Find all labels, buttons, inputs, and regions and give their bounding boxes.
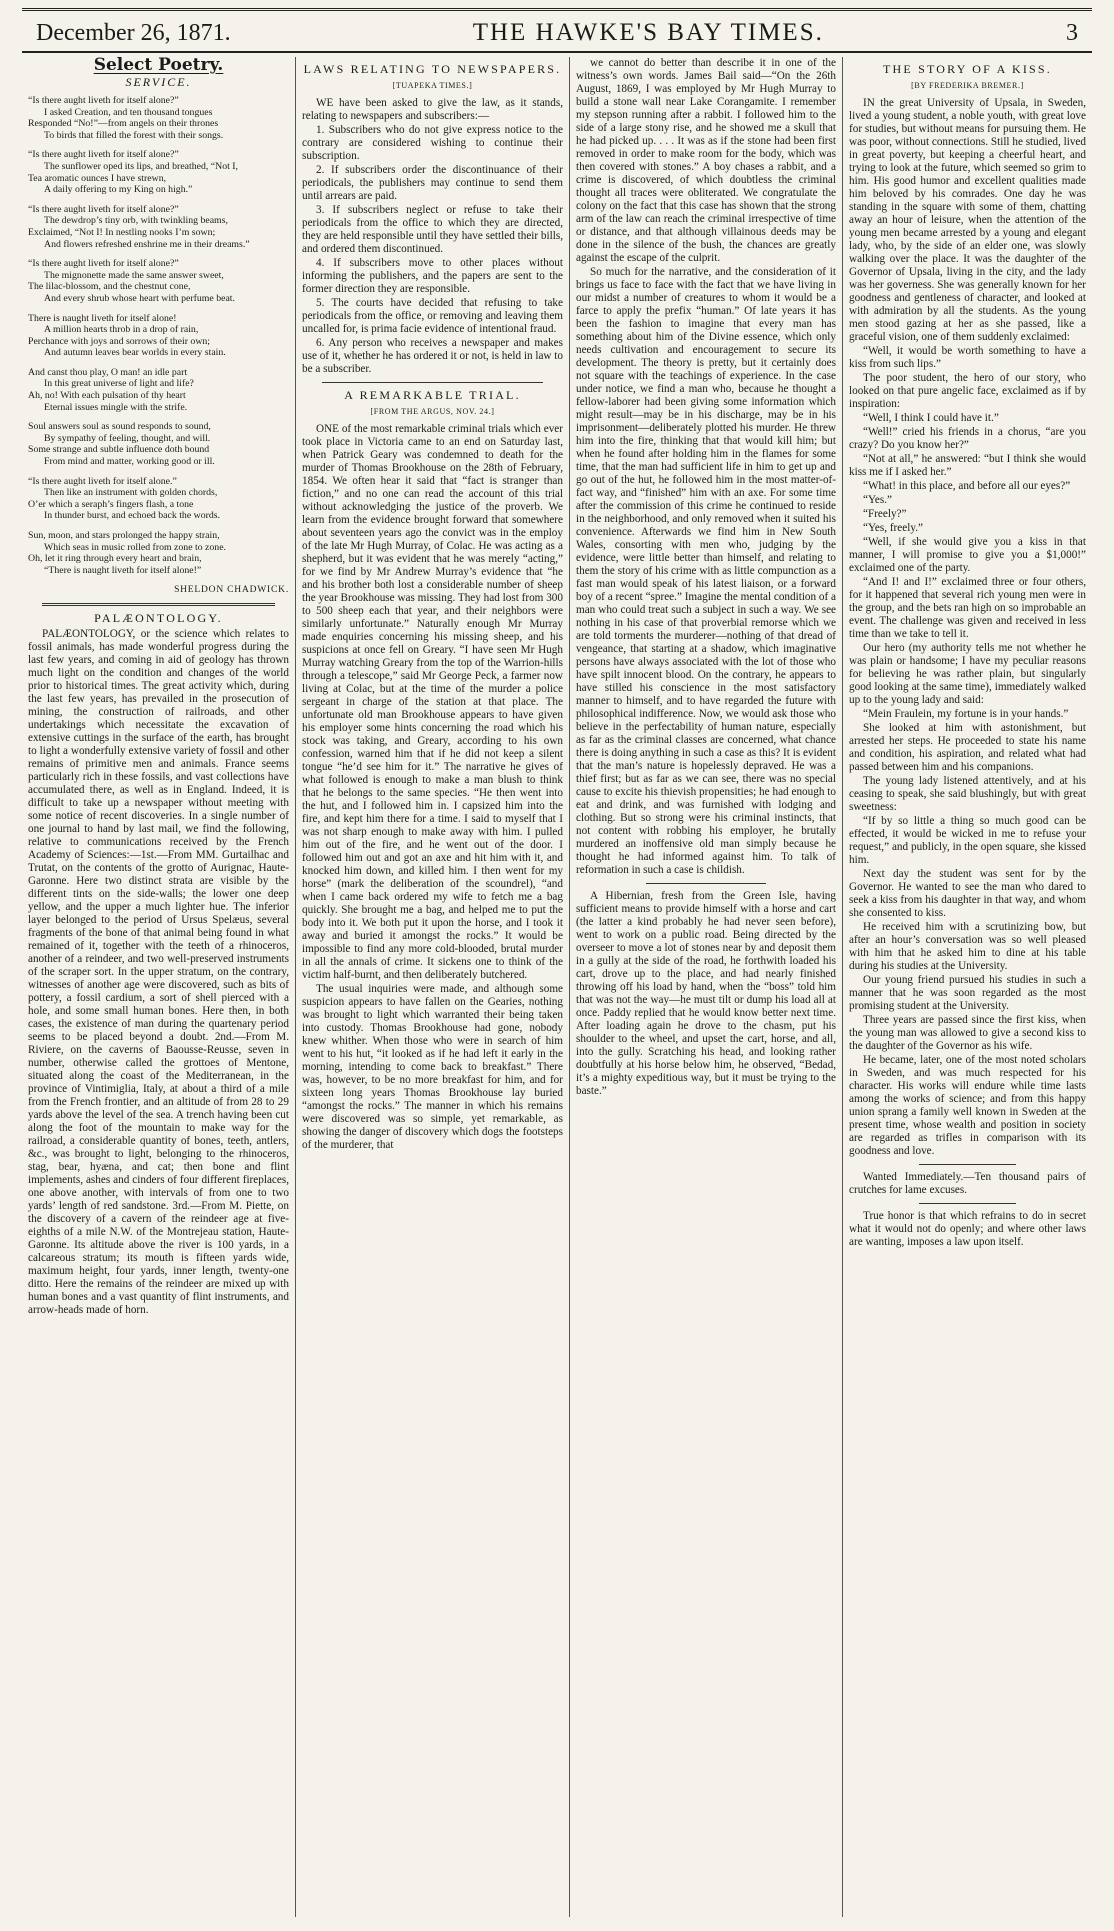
section-divider bbox=[42, 603, 275, 606]
article-paragraph: He became, later, one of the most noted scholars in Sweden, and was much respected for his character. His works will endure while time lasts among the works of science; and from this happy union sprang a family well known in Sweden at the present time, whose wealth and position in society are regarded as trifles in comparison with its goodness and love. bbox=[849, 1054, 1086, 1157]
article-paragraph: “Yes, freely.” bbox=[863, 522, 923, 534]
true-honor-paragraph: True honor is that which refrains to do in secret what it would not do openly; and where other laws are wanting, imposes a law upon itself. bbox=[849, 1210, 1086, 1248]
poem-stanza bbox=[28, 95, 289, 141]
article-paragraph: we cannot do better than describe it in one of the witness’s own words. James Bail said—“On the 26th August, 1869, I was employed by Mr Hugh Murray to build a stone wall near Lake Corangamite. I remember my stepson running after a rabbit. I followed him to the side of a large stony rise, and he showed me a skull that he had picked up. . . . It was as if the stone had been first removed in order to make room for the body, which was then covered with stones.” A boy chases a rabbit, and a crime is discovered, of which doubtless the criminal thought all traces were obliterated. We congratulate the colony on the fact that this case has shown that the strong arm of the law can reach the criminal irrespective of time or distance, and that although villainous deeds may be done in the silence of the bush, the chances are greatly against the escape of the culprit. bbox=[576, 57, 836, 264]
poem-line: There is naught liveth for itself alone! bbox=[28, 312, 177, 324]
poem-line: And canst thou play, O man! an idle part bbox=[28, 366, 188, 378]
poem-stanza bbox=[28, 149, 289, 195]
poem-line: I asked Creation, and ten thousand tongues bbox=[44, 106, 213, 118]
poem-line: The lilac-blossom, and the chestnut cone, bbox=[28, 281, 191, 293]
poem-stanza bbox=[28, 530, 289, 576]
kiss-source: [BY FREDERIKA BREMER.] bbox=[911, 81, 1024, 90]
poem-line: A million hearts throb in a drop of rain, bbox=[44, 324, 199, 336]
poem-line: Exclaimed, “Not I! In nestling nooks I’m sown; bbox=[28, 226, 216, 238]
poem-stanza bbox=[28, 367, 289, 413]
kiss-article bbox=[849, 97, 1086, 1158]
palaeontology-heading: PALÆONTOLOGY. bbox=[94, 611, 223, 626]
trial-heading: A REMARKABLE TRIAL. bbox=[344, 388, 521, 402]
article-paragraph: “Well!” cried his friends in a chorus, “are you crazy? Do you know her?” bbox=[849, 426, 1086, 451]
poem-line: “Is there aught liveth for itself alone.” bbox=[28, 475, 177, 487]
trial-source: [FROM THE ARGUS, NOV. 24.] bbox=[370, 407, 495, 416]
laws-source: [TUAPEKA TIMES.] bbox=[392, 81, 473, 90]
poem-stanza bbox=[28, 258, 289, 304]
article-paragraph: “And I! and I!” exclaimed three or four others, for it happened that several rich young men were in the group, and the bets ran high on so improbable an event. The challenge was given and received in less time than we take to tell it. bbox=[849, 576, 1086, 640]
column-3 bbox=[569, 57, 842, 1917]
article-paragraph: “Yes.” bbox=[863, 494, 893, 506]
top-rule bbox=[22, 8, 1092, 11]
article-paragraph: 6. Any person who receives a newspaper and makes use of it, whether he has ordered it or not, is held in law to be a subscriber. bbox=[302, 337, 563, 375]
article-paragraph: WE have been asked to give the law, as it stands, relating to newspapers and subscribers:— bbox=[302, 97, 563, 122]
poem-line: Perchance with joys and sorrows of their own; bbox=[28, 335, 211, 347]
page-number: 3 bbox=[1065, 20, 1078, 46]
article-paragraph: “Well, if she would give you a kiss in that manner, I will promise to give you a $1,000!” exclaimed one of the party. bbox=[849, 536, 1086, 574]
article-paragraph: 2. If subscribers order the discontinuance of their periodicals, the publishers may continue to send them until arrears are paid. bbox=[302, 164, 563, 202]
poem-line: “Is there aught liveth for itself alone?” bbox=[28, 258, 179, 270]
trial-article-part-2 bbox=[576, 57, 836, 877]
article-paragraph: Next day the student was sent for by the Governor. He wanted to see the man who dared to seek a kiss from his daughter in that way, and whom she consented to kiss. bbox=[849, 868, 1086, 919]
section-divider bbox=[919, 1164, 1016, 1165]
article-paragraph: “Well, it would be worth something to have a kiss from such lips.” bbox=[849, 345, 1086, 370]
poem-line: “Is there aught liveth for itself alone?” bbox=[28, 95, 179, 106]
masthead-rule bbox=[22, 51, 1092, 53]
poem-line: A daily offering to my King on high.” bbox=[44, 184, 193, 196]
poem-line: From mind and matter, working good or ill. bbox=[44, 456, 215, 468]
columns bbox=[22, 57, 1092, 1917]
section-divider bbox=[322, 382, 543, 383]
poem-author: SHELDON CHADWICK. bbox=[174, 585, 289, 596]
article-paragraph: “Well, I think I could have it.” bbox=[863, 412, 999, 424]
poem-line: Oh, let it ring through every heart and brain, bbox=[28, 553, 202, 565]
poem-line: “Is there aught liveth for itself alone?” bbox=[28, 203, 179, 215]
article-paragraph: So much for the narrative, and the consideration of it brings us face to face with the fact that we have living in our midst a number of creatures to whom it would be a farce to apply the prefix “human.” Of late years it has been the fashion to imagine that every man has something about him of the Divine essence, which only needs cultivation and encouragement to secure its development. The theory is pretty, but it certainly does not square with the teachings of experience. In the case under notice, we find a man who, because he thought a fellow-laborer had been giving some information which might result—may be in his discharge, may be in his imprisonment—deliberately plotted his murder. He threw him into the fire, thinking that that would kill him; but when he found after holding him in the flames for some time, that the man had sufficient life in him to get up and go out of the hut, he followed him in the most matter-of-fact way, and “finished” him with an axe. For some time after the commission of this crime he continued to reside in the neighborhood, and only removed when it suited his convenience. Afterwards we find him in New South Wales, consorting with men who, judging by the evidence, were little better than himself, and relating to them the story of his crime with as little compunction as a fast man would speak of his latest liaison, or a forward boy of a recent “spree.” Imagine the mental condition of a man who could treat such a subject in such a way. We see nothing in his case of that proverbial remorse which we are told torments the murderer—nothing of that dread of vengeance, that starting at a shadow, which imaginative persons have always associated with the lot of those who have spilt innocent blood. On the contrary, he appears to have stilled his conscience in the most satisfactory manner to himself, and to have regarded the future with philosophical indifference. Now, we would ask those who believe in the perfectability of human nature, especially as far as the criminal classes are concerned, what chance there is doing anything in such a case as this? It is evident that the man’s nature is hopelessly depraved. He was a thief first; but as far as we can see, there was no special cause to excite his thievish propensities; he had enough to eat and drink, and was furnished with lodging and clothing. But so strong were his criminal instincts, that not content with robbing his employer, he brutally murdered an inoffensive old man simply because he thought he had informed against him. To talk of reformation in such a case is childish. bbox=[576, 266, 837, 876]
poem-line: O’er which a seraph’s fingers flash, a tone bbox=[28, 498, 194, 510]
trial-article-part-1 bbox=[302, 423, 563, 1152]
hibernian-article bbox=[576, 890, 836, 1098]
article-paragraph: The young lady listened attentively, and at his ceasing to speak, she said blushingly, but with great sweetness: bbox=[849, 775, 1086, 813]
article-paragraph: IN the great University of Upsala, in Sweden, lived a young student, a noble youth, with great love for studies, but without means for pursuing them. He was poor, without connections. Still he studied, lived in great poverty, but keeping a cheerful heart, and trying to look at the future, which seemed so grim to him. His good humor and excellent qualities made him beloved by his comrades. One day he was standing in the square with some of them, chatting away an hour of leisure, when the attention of the young men became arrested by a young and elegant lady, who, by the side of an elder one, was slowly walking over the place. It was the daughter of the Governor of Upsala, living in the city, and the lady was her governess. She was generally known for her goodness and gentleness of character, and looked at with admiration by all the students. As the young men stood gazing at her as she passed, like a graceful vision, one of them suddenly exclaimed: bbox=[849, 97, 1086, 343]
article-paragraph: Our young friend pursued his studies in such a manner that he was soon regarded as the most promising student at the University. bbox=[849, 974, 1086, 1012]
paper-name: THE HAWKE'S BAY TIMES. bbox=[472, 19, 824, 46]
poetry-section-heading: Select Poetry. bbox=[93, 57, 224, 75]
article-paragraph: “Mein Fraulein, my fortune is in your hands.” bbox=[863, 708, 1069, 720]
poem-line: And flowers refreshed enshrine me in their dreams.” bbox=[44, 238, 250, 250]
wanted-paragraph: Wanted Immediately.—Ten thousand pairs of crutches for lame excuses. bbox=[849, 1171, 1086, 1196]
article-paragraph: “What! in this place, and before all our eyes?” bbox=[863, 480, 1071, 492]
article-paragraph: 1. Subscribers who do not give express notice to the contrary are considered wishing to continue their subscription. bbox=[302, 124, 563, 162]
poem-stanza bbox=[28, 313, 289, 359]
poem-line: Some strange and subtle influence doth bound bbox=[28, 444, 210, 456]
poem-line: Eternal issues mingle with the strife. bbox=[44, 401, 188, 413]
article-paragraph: He received him with a scrutinizing bow, but after an hour’s conversation was so well pleased with him that he asked him to dine at his table during his studies at the University. bbox=[849, 921, 1086, 972]
poem-line: “Is there aught liveth for itself alone?” bbox=[28, 149, 179, 161]
article-paragraph: 4. If subscribers move to other places without informing the publishers, and the papers are sent to the former direction they are responsible. bbox=[302, 257, 563, 295]
section-divider bbox=[919, 1203, 1016, 1204]
article-paragraph: Three years are passed since the first kiss, when the young man was allowed to give a second kiss to the daughter of the Governor as his wife. bbox=[849, 1014, 1086, 1052]
article-paragraph: The usual inquiries were made, and although some suspicion appears to have fallen on the Gearies, nothing was brought to light which warranted their being taken into custody. Thomas Brookhouse had gone, nobody knew whither. When those who were in search of him went to his hut, “it looked as if he had left it early in the morning, intending to come back to breakfast.” There was, however, to be no more breakfast for him, and for sixteen long years Thomas Brookhouse lay buried “amongst the rocks.” The manner in which his remains were discovered was so simple, yet remarkable, as showing the danger of discovery which dogs the footsteps of the murderer, that bbox=[302, 983, 563, 1151]
article-paragraph: “If by so little a thing so much good can be effected, it would be wicked in me to refuse your request,” and publicly, in the open square, she kissed him. bbox=[849, 815, 1086, 866]
article-paragraph: ONE of the most remarkable criminal trials which ever took place in Victoria came to an end on Saturday last, when Patrick Geary was condemned to death for the murder of Thomas Brookhouse on the 28th of February, 1854. We often hear it said that “fact is stranger than fiction,” and no one can read the account of this trial without acknowledging the justice of the proverb. We learn from the evidence brought forward that somewhere about seventeen years ago the convict was in the employ of the late Mr Hugh Murray, of Colac. He was acting as a shepherd, but it was evident that he was merely “acting,” for we find by Mr Andrew Murray’s evidence that “he and his brother both lost a considerable number of sheep the year Brookhouse was missing. They had lost from 300 to 500 sheep each that year, and their neighbors were similarly unfortunate.” Naturally enough Mr Murray made enquiries concerning his missing sheep, and his suspicions at once fell on Greary. “I have seen Mr Hugh Murray watching Greary from the top of the Warrion-hills through a telescope,” said Mr George Peck, a farmer now living at Colac, but at the time of the murder a police sergeant in charge of the station at that place. The unfortunate old man Brookhouse appears to have given his employer some hints concerning the road which his stock was taking, and Greary, according to his own confession, warned him that if he did not keep a silent tongue “he’d see him for it.” The narrative he gives of what followed is enough to make a man blush to think that he belongs to the same species. “He then went into the hut, and I followed him in. I capsized him into the fire, and kept him there for a time. I said to myself that I was not sharp enough to make away with him. I pulled him out of the fire, and he went out of the door. I followed him out and got an axe and hit him with it, and knocked him down, and killed him. I then went for my horse” (mark the deliberation of the scoundrel), “and when I came back ordered my wife to fetch me a bag quickly. She brought me a bag, and helped me to put the body into it. We both put it upon the horse, and I took it away and buried it amongst the rocks.” It would be impossible to find any more cold-blooded, brutal murder in all the annals of crime. It sickens one to think of the victim half-burnt, and then deliberately butchered. bbox=[302, 423, 563, 981]
poem-line: Responded “No!”—from angels on their thrones bbox=[28, 118, 219, 130]
poem-line: Tea aromatic ounces I have strewn, bbox=[28, 172, 167, 184]
article-paragraph: She looked at him with astonishment, but arrested her steps. He proceeded to state his name and condition, his aspiration, and related what had passed between him and his companions. bbox=[849, 722, 1086, 773]
column-2 bbox=[295, 57, 569, 1917]
poem-stanza bbox=[28, 204, 289, 250]
article-paragraph: Our hero (my authority tells me not whether he was plain or handsome; I have my peculiar reasons for believing he was rather plain, but singularly good looking at the same time), immediately walked up to the young lady and said: bbox=[849, 642, 1086, 706]
article-paragraph: “Not at all,” he answered: “but I think she would kiss me if I asked her.” bbox=[849, 453, 1086, 478]
masthead bbox=[22, 15, 1092, 49]
article-paragraph: 5. The courts have decided that refusing to take periodicals from the office, or removing and leaving them uncalled for, is prima facie evidence of intentional fraud. bbox=[302, 297, 563, 335]
kiss-heading: THE STORY OF A KISS. bbox=[882, 62, 1053, 76]
column-1 bbox=[22, 57, 295, 1917]
poem-line: And autumn leaves bear worlds in every stain. bbox=[44, 347, 226, 359]
article-paragraph: The poor student, the hero of our story, who looked on that pure angelic face, exclaimed as if by inspiration: bbox=[849, 372, 1086, 410]
poem-line: By sympathy of feeling, thought, and will. bbox=[44, 432, 211, 444]
laws-article bbox=[302, 97, 563, 376]
section-divider bbox=[646, 883, 766, 884]
issue-date: December 26, 1871. bbox=[36, 20, 231, 46]
article-paragraph: PALÆONTOLOGY, or the science which relates to fossil animals, has made wonderful progress during the last few years, and coming in aid of geology has thrown much light on the condition and changes of the world prior to historical times. The great activity which, during the last few years, has prevailed in the prosecution of mining, the construction of railroads, and other undertakings which necessitate the excavation of extensive cuttings in the surface of the earth, has brought to light a wonderfully extensive variety of fossil and other remains of primitive men and animals. France seems particularly rich in these fossils, and vast collections have accumulated there, as well as in England. Indeed, it is difficult to take up a newspaper without meeting with some notice of recent discoveries. In a single number of one journal to hand by last mail, we find the following, relative to communications received by the French Academy of Sciences:—1st.—From MM. Gurtailhac and Trutat, on the contents of the grotto of Aurignac, Haute-Garonne. Here two distinct strata are visible by the different tints on the side-walls; the lower one deep yellow, and the upper a much lighter hue. The inferior layer belonged to the period of Ursus Spelæus, several fragments of the bone of that animal being found in what remained of it, together with the teeth of a rhinoceros, another of a reindeer, and two well-preserved instruments of the scraper sort. In the upper stratum, on the contrary, witnesses of another age were discovered, such as bits of pottery, a fossil cardium, a sort of shell pierced with a hole, and some small human bones. Here then, in both cases, the existence of man during the quartenary period seems to be placed beyond a doubt. 2nd.—From M. Riviere, on the caverns of Baousse-Reusse, seven in number, otherwise called the grottoes of Mentone, situated along the coast of the Mediterranean, in the province of Vintimiglia, Italy, at about a third of a mile from the French frontier, and an altitude of from 28 to 29 yards above the level of the sea. A trench having been cut along the foot of the mountain to make way for the railroad, a considerable quantity of bones, teeth, antlers, &c., was brought to light, belonging to the rhinoceros, stag, bear, hyæna, and cat; then bone and flint implements, ashes and cinders of four different fireplaces, one above another, with intervals of from one to two yards’ length of red sandstone. 3rd.—From M. Piette, on the discovery of a cavern of the reindeer age at five-eighths of a mile N.W. of the Montrejeau station, Haute-Garonne. Its altitude above the river is 100 yards, in a calcareous stratum; its mouth is fifteen yards wide, maximum height, four yards, inner length, twenty-one ditto. Here the remains of the reindeer are mixed up with human bones and a vast quantity of flint instruments, and arrow-heads made of horn. bbox=[28, 628, 289, 1317]
poem-line: The sunflower oped its lips, and breathed, “Not I, bbox=[44, 160, 238, 172]
poem-stanza bbox=[28, 421, 289, 467]
poem-line: The mignonette made the same answer sweet, bbox=[44, 269, 224, 281]
poem-body bbox=[28, 95, 289, 576]
poem-line: In thunder burst, and echoed back the words. bbox=[44, 510, 221, 522]
article-paragraph: “Freely?” bbox=[863, 508, 907, 520]
poem-line: To birds that filled the forest with their songs. bbox=[44, 129, 224, 141]
poem-line: Sun, moon, and stars prolonged the happy strain, bbox=[28, 530, 220, 541]
poem-line: In this great universe of light and life? bbox=[44, 378, 194, 390]
poem-line: The dewdrop’s tiny orb, with twinkling beams, bbox=[44, 215, 228, 227]
poem-line: Soul answers soul as sound responds to sound, bbox=[28, 421, 211, 433]
column-4 bbox=[842, 57, 1092, 1917]
poem-line: “There is naught liveth for itself alone!” bbox=[44, 564, 202, 576]
poem-title: SERVICE. bbox=[125, 75, 192, 89]
article-paragraph: 3. If subscribers neglect or refuse to take their periodicals from the office to which they are directed, they are held responsible until they have settled their bills, and ordered them discontinued. bbox=[302, 204, 563, 255]
poem-stanza bbox=[28, 476, 289, 522]
palaeontology-article bbox=[28, 628, 289, 1317]
laws-heading: LAWS RELATING TO NEWSPAPERS. bbox=[303, 62, 562, 76]
poem-line: And every shrub whose heart with perfume beat. bbox=[44, 292, 235, 304]
poem-line: Which seas in music rolled from zone to zone. bbox=[44, 541, 227, 553]
article-paragraph: A Hibernian, fresh from the Green Isle, having sufficient means to provide himself with a horse and cart (the latter a kind probably he had never seen before), went to work on a public road. Being directed by the overseer to move a lot of stones near by and deposit them in a gully at the side of the road, he forthwith loaded his cart, drove up to the place, and had nearly finished throwing off his load by hand, when the “boss” told him that was not the way—he must tilt or dump his load all at once. Paddy replied that he would know better next time. After loading again he drove to the chasm, put his shoulder to the wheel, and upset the cart, horse, and all, into the gully. Scratching his head, and looking rather doubtfully at his horse below him, he observed, “Bedad, it’s a mighty expeditious way, but it must be trying to the baste.” bbox=[576, 890, 836, 1097]
poem-line: Then like an instrument with golden chords, bbox=[44, 487, 218, 499]
poem-line: Ah, no! With each pulsation of thy heart bbox=[28, 390, 186, 402]
